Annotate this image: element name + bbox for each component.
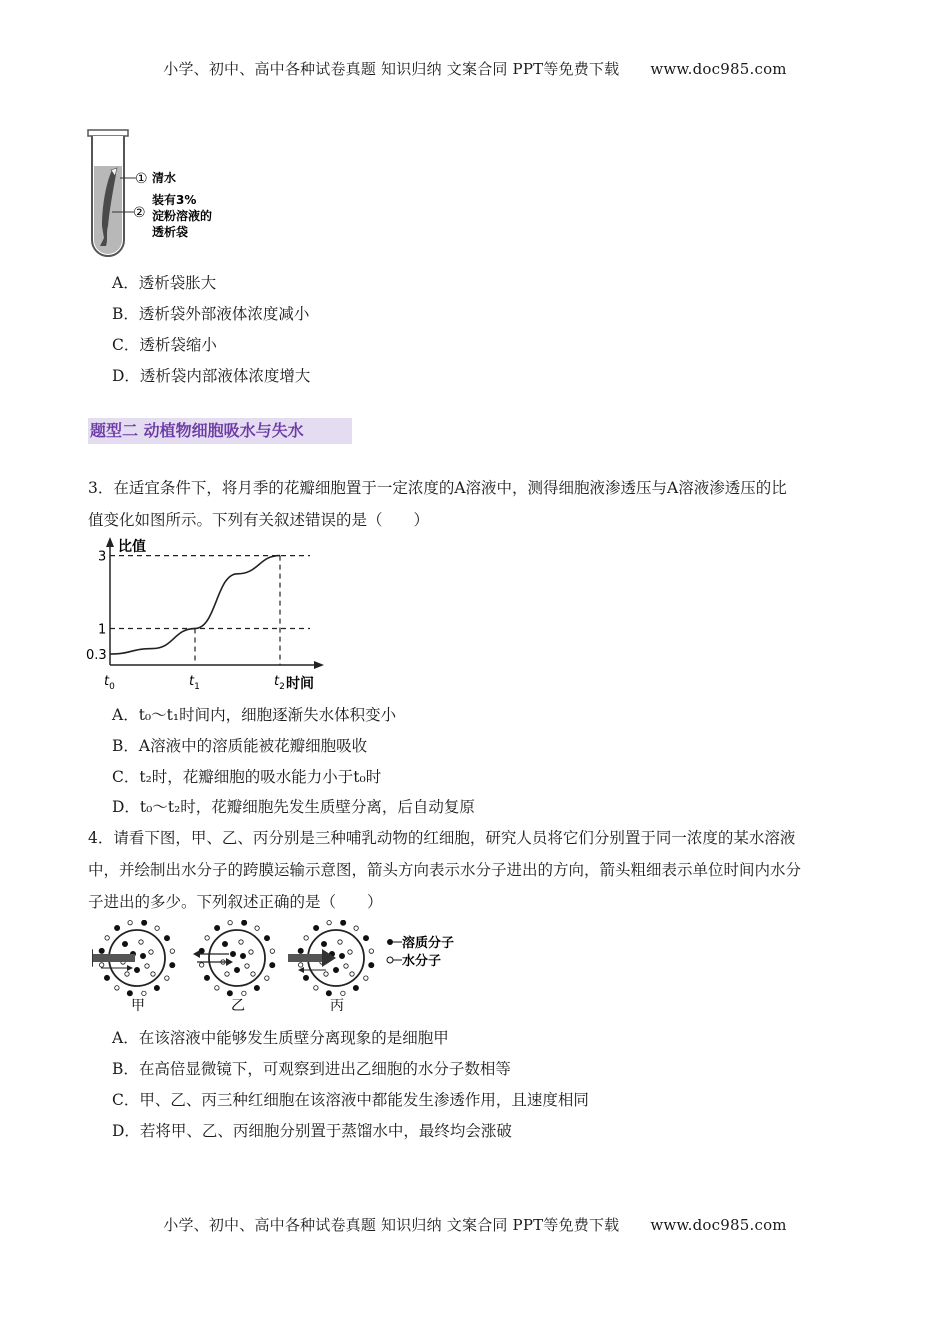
outer-molecule [314, 986, 318, 990]
arrow-in-shaft [288, 954, 324, 962]
label-2-line1: 装有3% [152, 193, 197, 207]
outer-molecule [327, 920, 331, 924]
outer-molecule [264, 936, 269, 941]
ratio-chart [80, 535, 340, 695]
test-tube-figure [84, 128, 244, 260]
inner-molecule [321, 941, 326, 946]
outer-molecule [154, 985, 159, 990]
page-footer [0, 1214, 950, 1235]
outer-molecule [165, 976, 169, 980]
outer-molecule [369, 963, 374, 968]
arrow-out-shaft [92, 954, 135, 962]
x-axis-arrow [314, 661, 324, 669]
outer-molecule [303, 975, 308, 980]
outer-molecule [353, 985, 358, 990]
outer-molecule [228, 920, 232, 924]
legend-solute-text: 溶质分子 [402, 936, 455, 951]
y-axis-label: 比值 [118, 539, 146, 555]
y-axis-arrow [106, 537, 114, 547]
outer-molecule [205, 936, 209, 940]
outer-molecule [298, 948, 303, 953]
footer-text: 小学、初中、高中各种试卷真题 知识归纳 文案合同 PPT等免费下载 [163, 1216, 620, 1234]
outer-molecule [363, 936, 368, 941]
outer-molecule [254, 985, 259, 990]
inner-molecule [125, 972, 129, 976]
inner-molecule [145, 964, 149, 968]
legend-water-text: 水分子 [402, 954, 442, 969]
legend-water-dot [387, 957, 393, 963]
outer-molecule [326, 991, 331, 996]
outer-molecule [304, 936, 308, 940]
outer-molecule [155, 926, 159, 930]
cell-jia [92, 920, 175, 996]
inner-molecule [251, 972, 255, 976]
page-header [0, 58, 950, 79]
cell-membrane [209, 930, 265, 986]
inner-molecule [249, 950, 253, 954]
outer-molecule [127, 991, 132, 996]
q4-option-a: A．在该溶液中能够发生质壁分离现象的是细胞甲 [112, 1029, 449, 1047]
chart-ticks [86, 550, 285, 692]
inner-molecule [230, 951, 235, 956]
inner-molecule [234, 967, 239, 972]
outer-molecule [204, 975, 209, 980]
q3-stem [88, 472, 868, 536]
q4-stem-line1: 4．请看下图，甲、乙、丙分别是三种哺乳动物的红细胞，研究人员将它们分别置于同一浓度的某水溶液 [88, 829, 796, 847]
outer-molecule [170, 949, 174, 953]
inner-molecule [140, 953, 145, 958]
outer-molecule [298, 963, 302, 967]
inner-molecule [151, 972, 155, 976]
outer-molecule [105, 936, 109, 940]
legend-solute-dot [387, 939, 393, 945]
y-tick-0: 3 [98, 549, 107, 565]
inner-molecule [338, 940, 342, 944]
arrow-out-thin-head [298, 967, 304, 973]
inner-molecule [149, 950, 153, 954]
outer-molecule [199, 963, 203, 967]
section-title: 题型二 动植物细胞吸水与失水 [88, 418, 352, 444]
label-1-text: 清水 [152, 171, 177, 185]
q4-option-c: C．甲、乙、丙三种红细胞在该溶液中都能发生渗透作用，且速度相同 [112, 1091, 589, 1109]
outer-molecule [265, 976, 269, 980]
cell-label-bing: 丙 [330, 998, 344, 1014]
q4-stem-line3: 子进出的多少。下列叙述正确的是（ ） [88, 893, 383, 911]
inner-molecule [122, 941, 127, 946]
x-tick-1: $t_1$ [189, 674, 200, 692]
outer-molecule [314, 925, 319, 930]
inner-molecule [350, 972, 354, 976]
cell-bing [288, 920, 374, 996]
label-1-num: ① [135, 171, 148, 187]
outer-molecule [164, 936, 169, 941]
x-tick-0: $t_0$ [104, 674, 115, 692]
outer-molecule [215, 925, 220, 930]
inner-molecule [245, 964, 249, 968]
red-cells-figure [92, 920, 492, 1018]
outer-molecule [142, 991, 146, 995]
cell-yi [193, 920, 275, 996]
arrow-out-head [193, 950, 200, 958]
q3-stem-line2: 值变化如图所示。下列有关叙述错误的是（ ） [88, 511, 430, 529]
y-tick-2: 0.3 [86, 648, 107, 664]
outer-molecule [341, 920, 346, 925]
inner-molecule [222, 941, 227, 946]
outer-molecule [99, 963, 103, 967]
label-2-num: ② [133, 205, 146, 221]
inner-molecule [134, 967, 139, 972]
q2-option-b: B．透析袋外部液体浓度减小 [112, 305, 310, 323]
q2-option-d: D．透析袋内部液体浓度增大 [112, 367, 311, 385]
cell-label-yi: 乙 [231, 998, 245, 1014]
outer-molecule [255, 926, 259, 930]
header-url[interactable]: www.doc985.com [650, 60, 787, 78]
header-text: 小学、初中、高中各种试卷真题 知识归纳 文案合同 PPT等免费下载 [163, 60, 620, 78]
inner-molecule [333, 967, 338, 972]
outer-molecule [270, 963, 275, 968]
q3-option-b: B．A溶液中的溶质能被花瓣细胞吸收 [112, 737, 368, 755]
outer-molecule [115, 925, 120, 930]
footer-url[interactable]: www.doc985.com [650, 1216, 787, 1234]
outer-molecule [341, 991, 345, 995]
inner-molecule [225, 972, 229, 976]
q4-option-b: B．在高倍显微镜下，可观察到进出乙细胞的水分子数相等 [112, 1060, 511, 1078]
outer-molecule [227, 991, 232, 996]
q4-stem [88, 822, 868, 918]
label-2-line2: 淀粉溶液的 [152, 209, 213, 223]
inner-molecule [348, 950, 352, 954]
q3-option-c: C．t₂时，花瓣细胞的吸水能力小于t₀时 [112, 768, 382, 786]
q3-option-d: D．t₀～t₂时，花瓣细胞先发生质壁分离，后自动复原 [112, 798, 475, 816]
q3-option-a: A．t₀～t₁时间内，细胞逐渐失水体积变小 [112, 706, 397, 724]
inner-molecule [239, 940, 243, 944]
x-tick-2: $t_2$ [274, 674, 285, 692]
q2-option-c: C．透析袋缩小 [112, 336, 217, 354]
outer-molecule [99, 948, 104, 953]
q4-option-d: D．若将甲、乙、丙细胞分别置于蒸馏水中，最终均会涨破 [112, 1122, 512, 1140]
inner-molecule [324, 972, 328, 976]
outer-molecule [128, 920, 132, 924]
inner-molecule [344, 964, 348, 968]
outer-molecule [115, 986, 119, 990]
outer-molecule [364, 976, 368, 980]
outer-molecule [354, 926, 358, 930]
q4-stem-line2: 中，并绘制出水分子的跨膜运输示意图，箭头方向表示水分子进出的方向，箭头粗细表示单位时间内水分 [88, 861, 802, 879]
y-tick-1: 1 [98, 622, 107, 638]
label-2-line3: 透析袋 [152, 225, 189, 239]
q3-stem-line1: 3．在适宜条件下，将月季的花瓣细胞置于一定浓度的A溶液中，测得细胞液渗透压与A溶液渗透压的比 [88, 479, 787, 497]
q2-option-a: A．透析袋胀大 [112, 274, 217, 292]
arrow-out-head [92, 949, 93, 967]
outer-molecule [215, 986, 219, 990]
outer-molecule [104, 975, 109, 980]
inner-molecule [139, 940, 143, 944]
outer-molecule [242, 920, 247, 925]
outer-molecule [369, 949, 373, 953]
cell-label-jia: 甲 [131, 998, 145, 1014]
outer-molecule [242, 991, 246, 995]
x-axis-label: 时间 [286, 676, 314, 692]
inner-molecule [339, 953, 344, 958]
tube-rim [88, 130, 128, 136]
outer-molecule [142, 920, 147, 925]
outer-molecule [270, 949, 274, 953]
outer-molecule [170, 963, 175, 968]
inner-molecule [240, 953, 245, 958]
chart-guides [110, 556, 310, 665]
